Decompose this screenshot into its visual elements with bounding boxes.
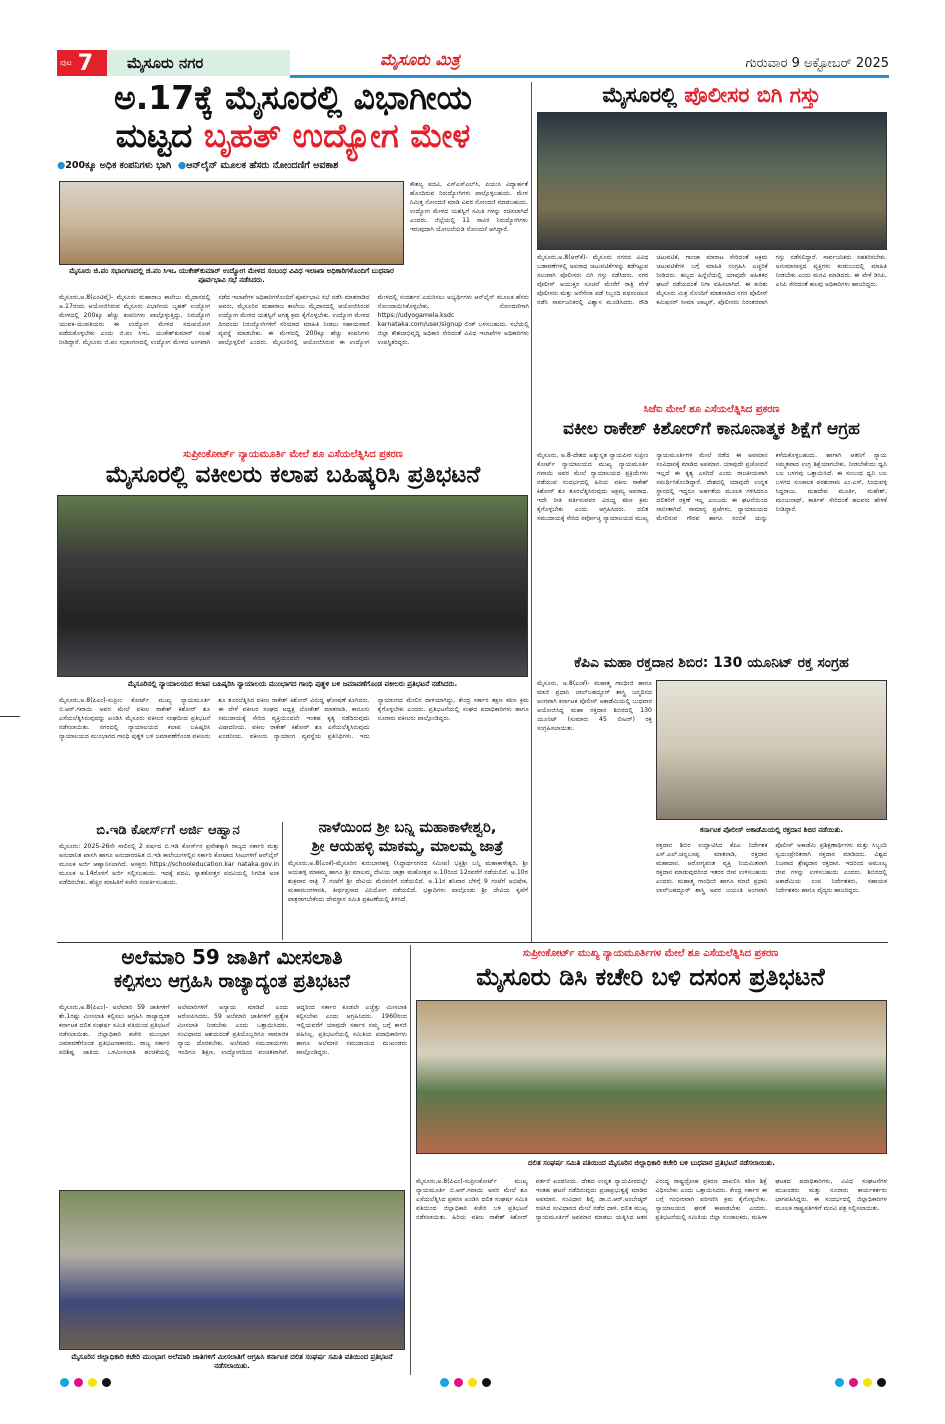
article-body: ಮೈಸೂರು,ಅ.8(ಪಿಎಂ)- ಅಲೆಮಾರಿ 59 ಜಾತಿಗಳಿಗೆ ಶೇ.1ರಷ್ಟು ಮೀಸಲಾತಿ ಕಲ್ಪಿಸಲು ಆಗ್ರಹಿಸಿ ರಾಜ್ಯಾದ್ಯಂತ ಕರ್ನಾಟಕ ದಲಿತ ಸಂಘರ್ಷ ಸಮಿತಿ ವತಿಯಿಂದ ಪ್ರತಿಭಟನೆ ನಡೆಸಲಾಯಿತು. ಜಿಲ್ಲಾಧಿಕಾರಿ ಕಚೇರಿ ಮುಂಭಾಗ ಜಮಾವಣೆಗೊಂಡ ಪ್ರತಿಭಟನಾಕಾರರು, ರಾಜ್ಯ ಸರ್ಕಾರ ಪರಿಶಿಷ್ಟ ಜಾತಿಯ ಒಳಮೀಸಲಾತಿ ಹಂಚಿಕೆಯಲ್ಲಿ ಅಲೆಮಾರಿಗಳಿಗೆ ಅನ್ಯಾಯ ಮಾಡಿದೆ ಎಂದು ಆರೋಪಿಸಿದರು. 59 ಅಲೆಮಾರಿ ಜಾತಿಗಳಿಗೆ ಪ್ರತ್ಯೇಕ ಮೀಸಲಾತಿ ನೀಡಬೇಕು ಎಂದು ಒತ್ತಾಯಿಸಿದರು. ಸಂವಿಧಾನದ ಆಶಯದಂತೆ ಪ್ರತಿಯೊಬ್ಬರಿಗೂ ಸಾಮಾಜಿಕ ನ್ಯಾಯ ದೊರಕಬೇಕು. ಅಲೆಮಾರಿ ಸಮುದಾಯಗಳು ಇಂದಿಗೂ ಶಿಕ್ಷಣ, ಉದ್ಯೋಗದಿಂದ ವಂಚಿತವಾಗಿವೆ. ಆದ್ದರಿಂದ ಸರ್ಕಾರ ಕೂಡಲೇ ಎಚ್ಚೆತ್ತು ಮೀಸಲಾತಿ ಕಲ್ಪಿಸಬೇಕು ಎಂದು ಆಗ್ರಹಿಸಿದರು. 1960ರಿಂದ ಇಲ್ಲಿಯವರೆಗೆ ಯಾವುದೇ ಸರ್ಕಾರ ನಮ್ಮ ಬಗ್ಗೆ ಕಾಳಜಿ ವಹಿಸಿಲ್ಲ. ಪ್ರತಿಭಟನೆಯಲ್ಲಿ ಸಮಿತಿಯ ಪದಾಧಿಕಾರಿಗಳು ಹಾಗೂ ಅಲೆಮಾರಿ ಸಮುದಾಯದ ಮುಖಂಡರು ಪಾಲ್ಗೊಂಡಿದ್ದರು. [59,1004,407,1056]
photo-caption: ಮೈಸೂರು ಜಿ.ಪಂ ಸಭಾಂಗಣದಲ್ಲಿ ಜಿ.ಪಂ ಸಿಇಒ ಯುಕೇಶ್‌ಕುಮಾರ್ ಉದ್ಯೋಗ ಮೇಳದ ಸಂಬಂಧ ವಿವಿಧ ಇಲಾಖಾ ಅಧಿಕಾರಿಗಳೊಂದಿಗೆ ಬುಧವಾರ ಪೂರ್ವಭಾವಿ ಸಭೆ ನಡೆಸಿದರು. [69,267,394,285]
kicker: ಸಿಜೆಐ ಮೇಲೆ ಶೂ ಎಸೆಯಲೆತ್ನಿಸಿದ ಪ್ರಕರಣ [643,404,780,415]
issue-date: ಗುರುವಾರ 9 ಅಕ್ಟೋಬರ್ 2025 [745,56,889,71]
color-registration-marks [60,1378,111,1387]
bullet: 200ಕ್ಕೂ ಅಧಿಕ ಕಂಪನಿಗಳು ಭಾಗಿ [65,159,172,171]
article-body: ಮೈಸೂರು,ಅ.8(ಪಿಎಂ)-ಸುಪ್ರೀಂ ಕೋರ್ಟ್ ಮುಖ್ಯ ನ್ಯಾಯಮೂರ್ತಿ ಬಿ.ಆರ್.ಗವಾಯಿ ಅವರ ಮೇಲೆ ವಕೀಲ ರಾಕೇಶ್ ಕಿಶೋರ್ ಶೂ ಎಸೆಯಲೆತ್ನಿಸಿರುವುದನ್ನು ಖಂಡಿಸಿ ಮೈಸೂರು ವಕೀಲರ ಸಂಘದಿಂದ ಪ್ರತಿಭಟನೆ ನಡೆಸಲಾಯಿತು. ನಗರದಲ್ಲಿ ನ್ಯಾಯಾಲಯದ ಕಲಾಪ ಬಹಿಷ್ಕರಿಸಿ ನ್ಯಾಯಾಲಯದ ಮುಂಭಾಗದ ಗಾಂಧಿ ಪುತ್ಥಳಿ ಬಳಿ ಜಮಾವಣೆಗೊಂಡ ವಕೀಲರು ಶೂ ತೂರಲೆತ್ನಿಸಿದ ವಕೀಲ ರಾಕೇಶ್ ಕಿಶೋರ್ ವಿರುದ್ಧ ಘೋಷಣೆ ಕೂಗಿದರು. ಈ ವೇಳೆ ವಕೀಲರ ಸಂಘದ ಅಧ್ಯಕ್ಷ ಲೋಕೇಶ್ ಮಾತನಾಡಿ, ಕಾನೂನು ಸಮುದಾಯಕ್ಕೆ ಸೇರಿದ ವ್ಯಕ್ತಿಯಿಂದಲೇ ಇಂತಹ ಕೃತ್ಯ ನಡೆದಿರುವುದು ವಿಷಾದನೀಯ. ವಕೀಲ ರಾಕೇಶ್ ಕಿಶೋರ್ ಶೂ ಎಸೆಯಲೆತ್ನಿಸಿರುವುದು ಖಂಡನೀಯ. ವಕೀಲರು ನ್ಯಾಯಾಂಗ ವ್ಯವಸ್ಥೆಯ ಪ್ರತಿನಿಧಿಗಳು. ಇದು ನ್ಯಾಯಾಂಗದ ಮೇಲಿನ ದಾಳಿಯಾಗಿದ್ದು, ಕೇಂದ್ರ ಸರ್ಕಾರ ತಕ್ಷಣ ಕಠಿಣ ಕ್ರಮ ಕೈಗೊಳ್ಳಬೇಕು ಎಂದರು. ಪ್ರತಿಭಟನೆಯಲ್ಲಿ ಸಂಘದ ಪದಾಧಿಕಾರಿಗಳು ಹಾಗೂ ನೂರಾರು ವಕೀಲರು ಪಾಲ್ಗೊಂಡಿದ್ದರು. [59,697,529,740]
headline-part: ಮೈಸೂರಲ್ಲಿ [602,83,685,107]
article-body: ಮೈಸೂರು,ಅ.8(ಎಂಕೆ)-ಮೈಸೂರಿನ ಕುರುಬಾರಹಳ್ಳಿ (ಸಿದ್ಧಾರ್ಥನಗರದ ಸಮೀಪ) ಭಕ್ತಿಶ್ರೀ ಬನ್ನಿ ಮಹಾಕಾಳೇಶ್ವರಿ, ಶ್ರೀ ಆಯಹಳ್ಳಿ ಮಾಕಮ್ಮ ಹಾಗೂ ಶ್ರೀ ಮಾಲಮ್ಮ ದೇವಿಯ ಜಾತ್ರಾ ಮಹೋತ್ಸವ ಅ.10ರಿಂದ 12ರವರೆಗೆ ನಡೆಯಲಿದೆ. ಅ.10ರ ಶುಕ್ರವಾರ ರಾತ್ರಿ 7 ಗಂಟೆಗೆ ಶ್ರೀ ದೇವಿಯ ಮೆರವಣಿಗೆ ನಡೆಯಲಿದೆ. ಅ.11ರ ಶನಿವಾರ ಬೆಳಿಗ್ಗೆ 9 ಗಂಟೆಗೆ ಅಭಿಷೇಕ, ಮಹಾಮಂಗಳಾರತಿ, ತೀರ್ಥಪ್ರಸಾದ ವಿನಿಯೋಗ ನಡೆಯಲಿದೆ. ಭಕ್ತಾದಿಗಳು ಪಾಲ್ಗೊಂಡು ಶ್ರೀ ದೇವಿಯ ಕೃಪೆಗೆ ಪಾತ್ರರಾಗಬೇಕೆಂದು ದೇವಸ್ಥಾನ ಸಮಿತಿ ಪ್ರಕಟಣೆಯಲ್ಲಿ ತಿಳಿಸಿದೆ. [288,860,528,903]
kicker: ಸುಪ್ರೀಂಕೋರ್ಟ್ ನ್ಯಾಯಮೂರ್ತಿ ಮೇಲೆ ಶೂ ಎಸೆಯಲೆತ್ನಿಸಿದ ಪ್ರಕರಣ [183,449,403,460]
photo-caption: ಮೈಸೂರಿನಲ್ಲಿ ನ್ಯಾಯಾಲಯದ ಕಲಾಪ ಬಹಿಷ್ಕರಿಸಿ ನ್ಯಾಯಾಲಯ ಮುಂಭಾಗದ ಗಾಂಧಿ ಪುತ್ಥಳಿ ಬಳಿ ಜಮಾವಣೆಗೊಂಡ ವಕೀಲರು ಪ್ರತಿಭಟನೆ ನಡೆಸಿದರು. [127,680,458,688]
page-label: ಪುಟ [60,58,72,67]
bullet: ಆನ್‌ಲೈನ್ ಮೂಲಕ ಹೆಸರು ನೋಂದಣಿಗೆ ಅವಕಾಶ [186,159,339,171]
headline: ಶ್ರೀ ಆಯಹಳ್ಳಿ ಮಾಕಮ್ಮ, ಮಾಲಮ್ಮ ಜಾತ್ರೆ [311,839,504,855]
headline: ನಾಳೆಯಿಂದ ಶ್ರೀ ಬನ್ನಿ ಮಹಾಕಾಳೇಶ್ವರಿ, [318,820,497,836]
subheads: ●200ಕ್ಕೂ ಅಧಿಕ ಕಂಪನಿಗಳು ಭಾಗಿ ●ಆನ್‌ಲೈನ್ ಮೂಲಕ ಹೆಸರು ನೋಂದಣಿಗೆ ಅವಕಾಶ [57,159,339,171]
headline [535,84,888,107]
headline: ಬಿ.ಇಡಿ ಕೋರ್ಸ್‌ಗೆ ಅರ್ಜಿ ಆಹ್ವಾನ [96,823,240,838]
headline: ಅಲೆಮಾರಿ 59 ಜಾತಿಗೆ ಮೀಸಲಾತಿ [121,945,343,969]
headline-highlight: ಬೃಹತ್ ಉದ್ಯೋಗ ಮೇಳ [203,116,471,156]
article-body: ಮೈಸೂರು,ಅ.8(ಎಂಟಿವೈ)- ಮೈಸೂರು ಮಹಾರಾಜ ಕಾಲೇಜು ಮೈದಾನದಲ್ಲಿ ಅ.17ರಂದು ಆಯೋಜಿಸಿರುವ ಮೈಸೂರು ವಿಭಾಗೀಯ ಬೃಹತ್ ಉದ್ಯೋಗ ಮೇಳದಲ್ಲಿ 200ಕ್ಕೂ ಹೆಚ್ಚು ಕಂಪನಿಗಳು ಪಾಲ್ಗೊಳ್ಳುತ್ತಿದ್ದು, ನಿರುದ್ಯೋಗಿ ಯುವಕ-ಯುವತಿಯರು ಈ ಉದ್ಯೋಗ ಮೇಳದ ಸದುಪಯೋಗ ಪಡೆದುಕೊಳ್ಳಬೇಕು ಎಂದು ಜಿ.ಪಂ ಸಿಇಒ ಯುಕೇಶ್‌ಕುಮಾರ್ ಸಲಹೆ ನೀಡಿದ್ದಾರೆ. ಮೈಸೂರು ಜಿ.ಪಂ ಸಭಾಂಗಣದಲ್ಲಿ ಉದ್ಯೋಗ ಮೇಳದ ಅಂಗವಾಗಿ ನಡೆದ ಇಲಾಖೆಗಳ ಅಧಿಕಾರಿಗಳೊಂದಿಗೆ ಪೂರ್ವಭಾವಿ ಸಭೆ ನಡೆಸಿ ಮಾತನಾಡಿದ ಅವರು, ಮೈಸೂರಿನ ಮಹಾರಾಜ ಕಾಲೇಜು ಮೈದಾನದಲ್ಲಿ ಆಯೋಜಿಸಿರುವ ಉದ್ಯೋಗ ಮೇಳದ ಯಶಸ್ವಿಗೆ ಅಗತ್ಯ ಕ್ರಮ ಕೈಗೊಳ್ಳಬೇಕು. ಉದ್ಯೋಗ ಮೇಳದ ದಿನದಂದು ನಿರುದ್ಯೋಗಿಗಳಿಗೆ ಸರಿಯಾದ ಮಾಹಿತಿ ನೀಡಲು ಸಹಾಯವಾಣಿ ವ್ಯವಸ್ಥೆ ಮಾಡಬೇಕು. ಈ ಮೇಳದಲ್ಲಿ 200ಕ್ಕೂ ಹೆಚ್ಚು ಕಂಪನಿಗಳು ಪಾಲ್ಗೊಳ್ಳಲಿವೆ ಎಂದರು. ಮೈಸೂರಿನಲ್ಲಿ ಆಯೋಜಿಸಿರುವ ಈ ಉದ್ಯೋಗ ಮೇಳದಲ್ಲಿ ಸಂದರ್ಶನ ಎದುರಿಸಲು ಅಭ್ಯರ್ಥಿಗಳು ಆನ್‌ಲೈನ್ ಮೂಲಕ ಹೆಸರು ನೋಂದಾಯಿಸಿಕೊಳ್ಳಬೇಕು. ನೋಂದಣಿಗಾಗಿ https://udyogamela.ksdc karnataka.com/user/signup ಲಿಂಕ್ ಬಳಸಬಹುದು. ಸಭೆಯಲ್ಲಿ ಜಿಲ್ಲಾ ಕೌಶಲಾಭಿವೃದ್ಧಿ ಅಧಿಕಾರಿ ಸೇರಿದಂತೆ ವಿವಿಧ ಇಲಾಖೆಗಳ ಅಧಿಕಾರಿಗಳು ಉಪಸ್ಥಿತರಿದ್ದರು. [59,294,529,346]
headline: ಕಲ್ಪಿಸಲು ಆಗ್ರಹಿಸಿ ರಾಜ್ಯಾದ್ಯಂತ ಪ್ರತಿಭಟನೆ [113,971,351,992]
headline [57,118,529,154]
column-divider [531,82,532,942]
section-title: ಮೈಸೂರು ನಗರ [107,50,290,76]
section-divider [57,942,888,943]
article-body: ಕೌಶಲ್ಯ ಪದವಿ, ಎಸ್‌ಎಸ್‌ಎಲ್‌ಸಿ, ಪಿಯುಸಿ ವಿದ್ಯಾರ್ಹತೆ ಹೊಂದಿರುವ ನಿರುದ್ಯೋಗಿಗಳು ಪಾಲ್ಗೊಳ್ಳಬಹುದು. ಮೇಳ ನಿಮಿತ್ತ ನೋಂದಣಿ ಮಾಡಿ ವಿವರ ನೋಂದಣಿ ಮಾಡಬಹುದು. ಉದ್ಯೋಗ ಮೇಳದ ಯಶಸ್ವಿಗೆ ಸಮಿತಿ ಗಳನ್ನು ರಚಿಸಲಾಗಿದೆ ಎಂದರು. ಜಿಲ್ಲೆಯಲ್ಲಿ 11 ಸಾವಿರ ನಿರುದ್ಯೋಗಿಗಳು ಇರುವುದಾಗಿ ಯೋಜನೆಯಡಿ ನೋಂದಣಿ ಆಗಿದ್ದಾರೆ. [410,181,528,233]
article-body: ಮೈಸೂರು, ಅ.8-ದೇಶದ ಅತ್ಯುನ್ನತ ನ್ಯಾಯಪೀಠ ಸುಪ್ರೀಂ ಕೋರ್ಟ್ ನ್ಯಾಯಾಲಯದ ಮುಖ್ಯ ನ್ಯಾಯಮೂರ್ತಿ ಗವಾಯಿ ಅವರ ಮೇಲೆ ನ್ಯಾಯಾಲಯದ ಪ್ರಕ್ರಿಯೆಗಳು ನಡೆಯುವ ಸಂದರ್ಭದಲ್ಲಿ ಹಿರಿಯ ವಕೀಲ ರಾಕೇಶ್ ಕಿಶೋರ್ ಶೂ ತೂರಲೆತ್ನಿಸಿರುವುದು ಅಕ್ಷಮ್ಯ ಅಪರಾಧ. ಇದೇ ರೀತಿ ವರ್ತಿಸುವವರ ವಿರುದ್ಧ ಕಠಿಣ ಕ್ರಮ ಕೈಗೊಳ್ಳಬೇಕು ಎಂದು ಆಗ್ರಹಿಸಿದರು. ದಲಿತ ಸಮುದಾಯಕ್ಕೆ ಸೇರಿದ ಸರ್ವೋಚ್ಚ ನ್ಯಾಯಾಲಯದ ಮುಖ್ಯ ನ್ಯಾಯಮೂರ್ತಿಗಳ ಮೇಲೆ ನಡೆದ ಈ ಅವಮಾನ ಸಂವಿಧಾನಕ್ಕೆ ಮಾಡಿದ ಅಪಮಾನ. ಯಾವುದೇ ಪ್ರಚೋದನೆ ಇಲ್ಲದೆ ಈ ಕೃತ್ಯ ಎಸಗಿದೆ ಎಂದು ರಾಜಕೀಯವಾಗಿ ಸಮರ್ಥಿಸಿಕೊಂಡಿದ್ದಾರೆ. ದೇಶದಲ್ಲಿ ಯಾವುದೇ ಉನ್ನತ ಸ್ಥಾನದಲ್ಲಿ ಇದ್ದರೂ ಅರ್ಹತೆಯ ಮೂಲಕ ಗಳಿಸಿದರೂ ದಲಿತರಿಗೆ ರಕ್ಷಣೆ ಇಲ್ಲ ಎಂಬುದು ಈ ಘಟನೆಯಿಂದ ಸಾಬೀತಾಗಿದೆ. ಸಾಮಾನ್ಯ ಪ್ರಜೆಗಳು, ನ್ಯಾಯಾಲಯದ ಮೇಲಿರುವ ಗೌರವ ಹಾಗೂ ನಂಬಿಕೆ ಯನ್ನು ಕಳೆದುಕೊಳ್ಳಬಹುದು. ಹಾಗಾಗಿ ಆತನಿಗೆ ನ್ಯಾಯ ಸಮ್ಮತವಾದ ಉಗ್ರ ಶಿಕ್ಷೆಯಾಗಬೇಕು, ನೀಡಬೇಕೆಂದು ಧ್ವನಿ ಬಲ ಬಳಗವು ಒತ್ತಾಯಿಸಿದೆ. ಈ ಸಂಬಂಧ ಧ್ವನಿ ಬಲ ಬಳಗದ ಸಂಚಾಲಕ ಪರಶುರಾಮ ಎಂ.ಎಸ್, ಸಿಂಧುವಳ್ಳಿ ಸಿದ್ದರಾಜು, ಮಹದೇವ ಮೂರ್ತಿ, ಮಹೇಶ್, ಮಂಜುನಾಥ್, ಕಾರ್ತಿಕ್ ಸೇರಿದಂತೆ ಹಲವರು ಹೇಳಿಕೆ ನೀಡಿದ್ದಾರೆ. [537,452,887,522]
headline: ಮೈಸೂರಲ್ಲಿ ವಕೀಲರು ಕಲಾಪ ಬಹಿಷ್ಕರಿಸಿ ಪ್ರತಿಭಟನೆ [105,462,481,488]
color-registration-marks [835,1378,886,1387]
article-body: ಮೈಸೂರು,ಅ.8(ಪಿಎಂ)-ಸುಪ್ರೀಂಕೋರ್ಟ್ ಮುಖ್ಯ ನ್ಯಾಯಮೂರ್ತಿ ಬಿ.ಆರ್.ಗವಾಯಿ ಅವರ ಮೇಲೆ ಶೂ ಎಸೆಯಲೆತ್ನಿಸಿದ ಪ್ರಕರಣ ಖಂಡಿಸಿ ದಲಿತ ಸಂಘರ್ಷ ಸಮಿತಿ ವತಿಯಿಂದ ಜಿಲ್ಲಾಧಿಕಾರಿ ಕಚೇರಿ ಬಳಿ ಪ್ರತಿಭಟನೆ ನಡೆಸಲಾಯಿತು. ಹಿರಿಯ ವಕೀಲ ರಾಕೇಶ್ ಕಿಶೋರ್ ವರ್ತನೆ ಖಂಡನೀಯ. ದೇಶದ ಉನ್ನತ ನ್ಯಾಯಪೀಠದಲ್ಲೇ ಇಂತಹ ಘಟನೆ ನಡೆದಿರುವುದು ಪ್ರಜಾಪ್ರಭುತ್ವಕ್ಕೆ ಮಾಡಿದ ಅಪಮಾನ. ಸಂವಿಧಾನ ಶಿಲ್ಪಿ ಡಾ.ಬಿ.ಆರ್.ಅಂಬೇಡ್ಕರ್ ರಚಿಸಿದ ಸಂವಿಧಾನದ ಮೇಲೆ ನಡೆದ ದಾಳಿ. ದಲಿತ ಮುಖ್ಯ ನ್ಯಾಯಮೂರ್ತಿಗೆ ಅಪಮಾನ ಮಾಡಲು ಯತ್ನಿಸಿದ ಆತನ ವಿರುದ್ಧ ರಾಷ್ಟ್ರದ್ರೋಹ ಪ್ರಕರಣ ದಾಖಲಿಸಿ ಕಠಿಣ ಶಿಕ್ಷೆ ವಿಧಿಸಬೇಕು ಎಂದು ಒತ್ತಾಯಿಸಿದರು. ಕೇಂದ್ರ ಸರ್ಕಾರ ಈ ಬಗ್ಗೆ ಗಂಭೀರವಾಗಿ ಪರಿಗಣಿಸಿ ಕ್ರಮ ಕೈಗೊಳ್ಳಬೇಕು. ನ್ಯಾಯಾಲಯದ ಘನತೆ ಕಾಪಾಡಬೇಕು ಎಂದರು. ಪ್ರತಿಭಟನೆಯಲ್ಲಿ ಸಮಿತಿಯ ಜಿಲ್ಲಾ ಸಂಚಾಲಕರು, ಮಹಿಳಾ ಘಟಕದ ಪದಾಧಿಕಾರಿಗಳು, ವಿವಿಧ ಸಂಘಟನೆಗಳ ಮುಖಂಡರು ಮತ್ತು ನೂರಾರು ಕಾರ್ಯಕರ್ತರು ಭಾಗವಹಿಸಿದ್ದರು. ಈ ಸಂದರ್ಭದಲ್ಲಿ ಜಿಲ್ಲಾಧಿಕಾರಿಗಳ ಮೂಲಕ ರಾಷ್ಟ್ರಪತಿಗಳಿಗೆ ಮನವಿ ಪತ್ರ ಸಲ್ಲಿಸಲಾಯಿತು. [416,1178,887,1221]
photo-caption: ಮೈಸೂರಿನ ಜಿಲ್ಲಾಧಿಕಾರಿ ಕಚೇರಿ ಮುಂಭಾಗ ಅಲೆಮಾರಿ ಜಾತಿಗಳಿಗೆ ಮೀಸಲಾತಿಗೆ ಆಗ್ರಹಿಸಿ ಕರ್ನಾಟಕ ದಲಿತ ಸಂಘರ್ಷ ಸಮಿತಿ ವತಿಯಿಂದ ಪ್ರತಿಭಟನೆ ನಡೆಸಲಾಯಿತು. [71,1353,393,1371]
page-number-badge [57,50,107,76]
article-body: ರಕ್ತದಾನ ಶಿಬಿರ ಉದ್ಘಾಟಿಸಿದ ಕೆಪಿಎ ನಿರ್ದೇಶಕ ಎಸ್.ಎಲ್.ಚನ್ನಬಸಪ್ಪ ಮಾತನಾಡಿ, ರಕ್ತದಾನ ಮಹಾದಾನ. ಆರೋಗ್ಯವಂತ ವ್ಯಕ್ತಿ ನಿಯಮಿತವಾಗಿ ರಕ್ತದಾನ ಮಾಡುವುದರಿಂದ ಇತರರ ಜೀವ ಉಳಿಸಬಹುದು ಎಂದರು. ಮಹಾತ್ಮ ಗಾಂಧೀಜಿ ಹಾಗೂ ಮಾಜಿ ಪ್ರಧಾನಿ ಲಾಲ್‌ಬಹದ್ದೂರ್ ಶಾಸ್ತ್ರಿ ಅವರ ಜಯಂತಿ ಅಂಗವಾಗಿ ಪೊಲೀಸ್ ಅಕಾಡೆಮಿ ಪ್ರಶಿಕ್ಷಣಾರ್ಥಿಗಳು ಮತ್ತು ಸಿಬ್ಬಂದಿ ಸ್ವಯಂಪ್ರೇರಿತರಾಗಿ ರಕ್ತದಾನ ಮಾಡಿದರು. ವಿಶ್ವದ ನಿಜವಾದ ಶ್ರೇಷ್ಠದಾನ ರಕ್ತದಾನ. ಇದರಿಂದ ಅಮೂಲ್ಯ ಜೀವ ಗಳನ್ನು ಉಳಿಸಬಹುದು ಎಂದರು. ಶಿಬಿರದಲ್ಲಿ ಅಕಾಡೆಮಿಯ ಉಪ ನಿರ್ದೇಶಕರು, ಸಹಾಯಕ ನಿರ್ದೇಶಕರು ಹಾಗೂ ವೈದ್ಯರು ಹಾಜರಿದ್ದರು. [656,842,887,894]
article-body: ಮೈಸೂರು,ಅ.8(ಆರ್‌ಕೆ)- ಮೈಸೂರು ನಗರದ ವಿವಿಧ ಬಡಾವಣೆಗಳಲ್ಲಿ ಅಪರಾಧ ಚಟುವಟಿಕೆಗಳನ್ನು ತಡೆಗಟ್ಟುವ ಸಲುವಾಗಿ ಪೊಲೀಸರು ಬಿಗಿ ಗಸ್ತು ನಡೆಸಿದರು. ನಗರ ಪೊಲೀಸ್ ಆಯುಕ್ತರ ಸೂಚನೆ ಮೇರೆಗೆ ರಾತ್ರಿ ವೇಳೆ ಪೊಲೀಸರು ಮತ್ತು ಅರೆಸೇನಾ ಪಡೆ ಸಿಬ್ಬಂದಿ ಪಥಸಂಚಲನ ನಡೆಸಿ ಸಾರ್ವಜನಿಕರಲ್ಲಿ ವಿಶ್ವಾಸ ಮೂಡಿಸಿದರು. ರೌಡಿ ಚಟುವಟಿಕೆ, ಗಾಂಜಾ ಮಾರಾಟ ಸೇರಿದಂತೆ ಅಕ್ರಮ ಚಟುವಟಿಕೆಗಳ ಬಗ್ಗೆ ಮಾಹಿತಿ ಸಂಗ್ರಹಿಸಿ ಎಚ್ಚರಿಕೆ ನೀಡಿದರು. ಹಬ್ಬದ ಹಿನ್ನೆಲೆಯಲ್ಲಿ ಯಾವುದೇ ಅಹಿತಕರ ಘಟನೆ ನಡೆಯದಂತೆ ನಿಗಾ ವಹಿಸಲಾಗಿದೆ. ಈ ಕುರಿತು ಮೈಸೂರು ಮಿತ್ರ ನೊಂದಿಗೆ ಮಾತನಾಡಿದ ನಗರ ಪೊಲೀಸ್ ಕಮಿಷನರ್ ಸೀಮಾ ಲಾಟ್ಕರ್, ಪೊಲೀಸರು ನಿರಂತರವಾಗಿ ಗಸ್ತು ನಡೆಸಲಿದ್ದಾರೆ. ಸಾರ್ವಜನಿಕರು ಸಹಕರಿಸಬೇಕು. ಅನುಮಾನಾಸ್ಪದ ವ್ಯಕ್ತಿಗಳು ಕಂಡುಬಂದಲ್ಲಿ ಮಾಹಿತಿ ನೀಡಬೇಕು ಎಂದು ಮನವಿ ಮಾಡಿದರು. ಈ ವೇಳೆ ಡಿಸಿಪಿ, ಎಸಿಪಿ ಸೇರಿದಂತೆ ಹಲವು ಅಧಿಕಾರಿಗಳು ಹಾಜರಿದ್ದರು. [537,254,887,306]
page-number: 7 [77,50,94,76]
kicker: ಸುಪ್ರೀಂಕೋರ್ಟ್ ಮುಖ್ಯ ನ್ಯಾಯಮೂರ್ತಿಗಳ ಮೇಲೆ ಶೂ ಎಸೆಯಲೆತ್ನಿಸಿದ ಪ್ರಕರಣ [522,948,779,959]
lawyers-protest-photo [57,495,528,677]
article-body: ಮೈಸೂರು: 2025-26ನೇ ಸಾಲಿನಲ್ಲಿ 2 ವರ್ಷದ ಬಿ.ಇಡಿ ಕೋರ್ಸ್‌ನ ಪ್ರವೇಶಕ್ಕಾಗಿ ರಾಜ್ಯದ ಸರ್ಕಾರಿ ಮತ್ತು ಅನುದಾನಿತ ಖಾಸಗಿ ಹಾಗೂ ಅನುದಾನರಹಿತ ಬಿ.ಇಡಿ ಕಾಲೇಜುಗಳಲ್ಲಿನ ಸರ್ಕಾರಿ ಕೋಟಾದ ಸೀಟುಗಳಿಗೆ ಆನ್‌ಲೈನ್ ಮೂಲಕ ಅರ್ಜಿ ಆಹ್ವಾನಿಸಲಾಗಿದೆ. ಆಸಕ್ತರು https://schooleducation.kar nataka.gov.in ಮೂಲಕ ಅ.14ರೊಳಗೆ ಅರ್ಜಿ ಸಲ್ಲಿಸಬಹುದು. ಇದಕ್ಕೆ ಪದವಿ, ಸ್ನಾತಕೋತ್ತರ ಪದವಿಯಲ್ಲಿ ನಿಗದಿತ ಅಂಕ ಪಡೆದಿರಬೇಕು. ಹೆಚ್ಚಿನ ಮಾಹಿತಿಗೆ ಕಚೇರಿ ಸಂಪರ್ಕಿಸಬಹುದು. [59,843,279,886]
headline: ವಕೀಲ ರಾಕೇಶ್ ಕಿಶೋರ್‌ಗೆ ಕಾನೂನಾತ್ಮಕ ಶಿಕ್ಷೆಗೆ ಆಗ್ರಹ [563,419,860,439]
photo-caption: ಕರ್ನಾಟಕ ಪೊಲೀಸ್ ಅಕಾಡೆಮಿಯಲ್ಲಿ ರಕ್ತದಾನ ಶಿಬಿರ ನಡೆಯಿತು. [699,826,844,834]
job-fair-meeting-photo [59,181,404,265]
job-fair-article [57,80,529,171]
dc-office-protest-photo [416,1000,887,1154]
column-divider [410,945,411,1375]
masthead-logo: ಮೈಸೂರು ಮಿತ್ರ [380,50,460,69]
photo-caption: ದಲಿತ ಸಂಘರ್ಷ ಸಮಿತಿ ವತಿಯಿಂದ ಮೈಸೂರಿನ ಜಿಲ್ಲಾಧಿಕಾರಿ ಕಚೇರಿ ಬಳಿ ಬುಧವಾರ ಪ್ರತಿಭಟನೆ ನಡೆಸಲಾಯಿತು. [528,1159,775,1167]
headline-part: ಮಟ್ಟದ [115,116,204,156]
headline: ಅ.17ಕ್ಕೆ ಮೈಸೂರಲ್ಲಿ ವಿಭಾಗೀಯ [114,78,472,117]
headline: ಕೆಪಿಎ ಮಹಾ ರಕ್ತದಾನ ಶಿಬಿರ: 130 ಯೂನಿಟ್ ರಕ್ತ ಸಂಗ್ರಹ [574,655,849,671]
headline: ಮೈಸೂರು ಡಿಸಿ ಕಚೇರಿ ಬಳಿ ದಸಂಸ ಪ್ರತಿಭಟನೆ [476,963,825,991]
color-registration-marks [440,1378,491,1387]
headline-highlight: ಪೊಲೀಸರ ಬಿಗಿ ಗಸ್ತು [684,83,821,107]
article-body: ಮೈಸೂರು, ಅ.8(ಎಂಕೆ)- ಮಹಾತ್ಮ ಗಾಂಧೀಜಿ ಹಾಗೂ ಮಾಜಿ ಪ್ರಧಾನಿ ಲಾಲ್‌ಬಹದ್ದೂರ್ ಶಾಸ್ತ್ರಿ ಜನ್ಮದಿನದ ಅಂಗವಾಗಿ ಕರ್ನಾಟಕ ಪೊಲೀಸ್ ಅಕಾಡೆಮಿಯಲ್ಲಿ ಬುಧವಾರ ಆಯೋಜಿಸಿದ್ದ ಮಹಾ ರಕ್ತದಾನ ಶಿಬಿರದಲ್ಲಿ 130 ಯೂನಿಟ್ (ಸುಮಾರು 45 ಲೀಟರ್) ರಕ್ತ ಸಂಗ್ರಹಿಸಲಾಯಿತು. [537,680,652,732]
fold-mark [0,716,20,717]
blood-donation-photo [656,680,887,820]
police-patrol-photo [537,112,887,250]
column-divider [282,822,283,940]
alemari-protest-photo [59,1190,405,1350]
